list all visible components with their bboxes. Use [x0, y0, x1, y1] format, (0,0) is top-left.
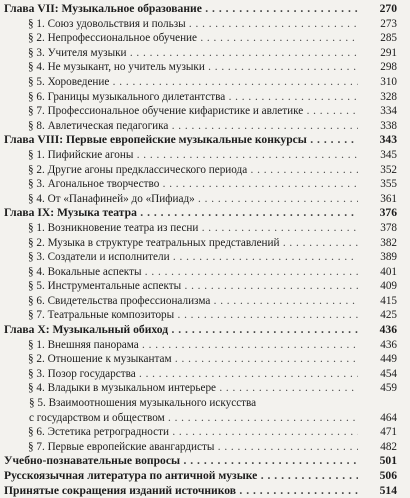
toc-entry-title: § 1. Внешняя панорама . . .: [0, 338, 358, 353]
toc-page-number: 378: [380, 221, 397, 234]
toc-page-number: 338: [380, 119, 397, 132]
toc-section-entry: [0, 396, 410, 411]
toc-chapter-entry: [0, 2, 410, 17]
toc-entry-title: с государством и обществом . . .: [0, 411, 358, 426]
toc-entry-title: § 1. Пифийские агоны . . .: [0, 148, 358, 163]
toc-section-entry: [0, 17, 410, 32]
toc-page-number: 270: [379, 2, 397, 15]
toc-page-number: 415: [380, 294, 397, 307]
toc-entry-title: § 4. Владыки в музыкальном интерьере . . .: [0, 381, 358, 396]
toc-page-number: 352: [380, 163, 397, 176]
toc-entry-title: Глава VIII: Первые европейские музыкальные конкурсы . . .: [0, 133, 358, 148]
toc-page-number: 436: [380, 338, 397, 351]
toc-page-number: 409: [380, 280, 397, 293]
toc-page-number: 401: [380, 265, 397, 278]
toc-page-number: 310: [380, 75, 397, 88]
toc-chapter-entry: [0, 133, 410, 148]
toc-entry-title: Глава VII: Музыкальное образование . . .: [0, 2, 358, 17]
toc-section-entry: [0, 265, 410, 280]
toc-entry-title: § 7. Профессиональное обучение кифаристике и авлетике . . .: [0, 104, 358, 119]
toc-section-entry: [0, 192, 410, 207]
toc-section-entry: [0, 250, 410, 265]
toc-entry-title: § 6. Границы музыкального дилетантства . . .: [0, 90, 358, 105]
toc-page-number: 471: [380, 426, 397, 439]
toc-section-entry: [0, 31, 410, 46]
toc-page-number: 285: [380, 32, 397, 45]
toc-page-number: 459: [380, 382, 397, 395]
toc-section-entry: [0, 367, 410, 382]
toc-entry-title: § 4. От «Панафиней» до «Пифиад» . . .: [0, 192, 358, 207]
toc-section-entry: [0, 236, 410, 251]
toc-entry-title: Глава X: Музыкальный обиход . . .: [0, 323, 358, 338]
toc-entry-title: § 2. Отношение к музыкантам . . .: [0, 352, 358, 367]
toc-entry-title: § 7. Театральные композиторы . . .: [0, 308, 358, 323]
toc-page-number: 345: [380, 148, 397, 161]
table-of-contents: [0, 2, 410, 498]
toc-entry-title: § 6. Эстетика ретроградности . . .: [0, 425, 358, 440]
toc-page-number: 273: [380, 17, 397, 30]
toc-page-number: 482: [380, 440, 397, 453]
toc-section-entry: [0, 163, 410, 178]
toc-page-number: 334: [380, 105, 397, 118]
toc-entry-title: § 3. Создатели и исполнители . . .: [0, 250, 358, 265]
toc-page-number: 425: [380, 309, 397, 322]
toc-entry-title: § 5. Хороведение . . .: [0, 75, 358, 90]
toc-entry-title: § 1. Союз удовольствия и пользы . . .: [0, 17, 358, 32]
toc-chapter-entry: [0, 484, 410, 498]
toc-section-entry: [0, 352, 410, 367]
toc-chapter-entry: [0, 323, 410, 338]
toc-chapter-entry: [0, 454, 410, 469]
toc-entry-title: § 3. Учителя музыки . . .: [0, 46, 358, 61]
toc-page-number: 361: [380, 192, 397, 205]
toc-page-number: 454: [380, 367, 397, 380]
toc-entry-title: Глава IX: Музыка театра . . .: [0, 206, 358, 221]
toc-section-entry: [0, 425, 410, 440]
toc-page-number: 389: [380, 251, 397, 264]
toc-section-entry: [0, 119, 410, 134]
toc-section-entry: [0, 60, 410, 75]
toc-chapter-entry: [0, 469, 410, 484]
toc-section-entry: [0, 90, 410, 105]
toc-page-number: 382: [380, 236, 397, 249]
toc-entry-title: Учебно-познавательные вопросы . . .: [0, 454, 358, 469]
toc-section-entry: [0, 338, 410, 353]
toc-entry-title: § 1. Возникновение театра из песни . . .: [0, 221, 358, 236]
toc-section-entry: [0, 75, 410, 90]
toc-section-entry: [0, 308, 410, 323]
toc-section-entry: [0, 148, 410, 163]
toc-page-number: 449: [380, 353, 397, 366]
toc-page-number: 291: [380, 46, 397, 59]
toc-section-entry: [0, 177, 410, 192]
toc-page-number: 514: [379, 483, 397, 497]
toc-page-number: 464: [380, 411, 397, 424]
toc-entry-title: § 4. Не музыкант, но учитель музыки . . .: [0, 60, 358, 75]
toc-page-number: 343: [379, 133, 397, 147]
toc-entry-title: § 6. Свидетельства профессионализма . . .: [0, 294, 358, 309]
toc-page-number: 501: [379, 454, 397, 468]
toc-section-entry: [0, 221, 410, 236]
toc-section-continuation: [0, 411, 410, 426]
toc-entry-title: § 2. Непрофессиональное обучение . . .: [0, 31, 358, 46]
toc-entry-title: § 7. Первые европейские авангардисты . . .: [0, 440, 358, 455]
toc-entry-title: Русскоязычная литература по античной музыке . . .: [0, 469, 358, 484]
toc-entry-title: § 2. Другие агоны предклассического периода . . .: [0, 163, 358, 178]
toc-entry-title: § 5. Взаимоотношения музыкального искусства: [29, 397, 257, 410]
toc-entry-title: § 2. Музыка в структуре театральных представлений . . .: [0, 236, 358, 251]
toc-section-entry: [0, 294, 410, 309]
toc-page-number: 506: [379, 469, 397, 482]
toc-page-number: 298: [380, 61, 397, 74]
toc-chapter-entry: [0, 206, 410, 221]
toc-page-number: 436: [379, 323, 397, 337]
toc-entry-title: § 3. Агональное творчество . . .: [0, 177, 358, 192]
toc-entry-title: § 5. Инструментальные аспекты . . .: [0, 279, 358, 294]
toc-section-entry: [0, 381, 410, 396]
toc-section-entry: [0, 279, 410, 294]
toc-entry-title: Принятые сокращения изданий источников . . .: [0, 484, 358, 498]
toc-entry-title: § 8. Авлетическая педагогика . . .: [0, 119, 358, 134]
toc-page-number: 355: [380, 178, 397, 191]
toc-entry-title: § 3. Позор государства . . .: [0, 367, 358, 382]
toc-section-entry: [0, 46, 410, 61]
toc-page-number: 328: [380, 90, 397, 103]
toc-section-entry: [0, 440, 410, 455]
toc-section-entry: [0, 104, 410, 119]
toc-entry-title: § 4. Вокальные аспекты . . .: [0, 265, 358, 280]
toc-page-number: 376: [379, 206, 397, 220]
